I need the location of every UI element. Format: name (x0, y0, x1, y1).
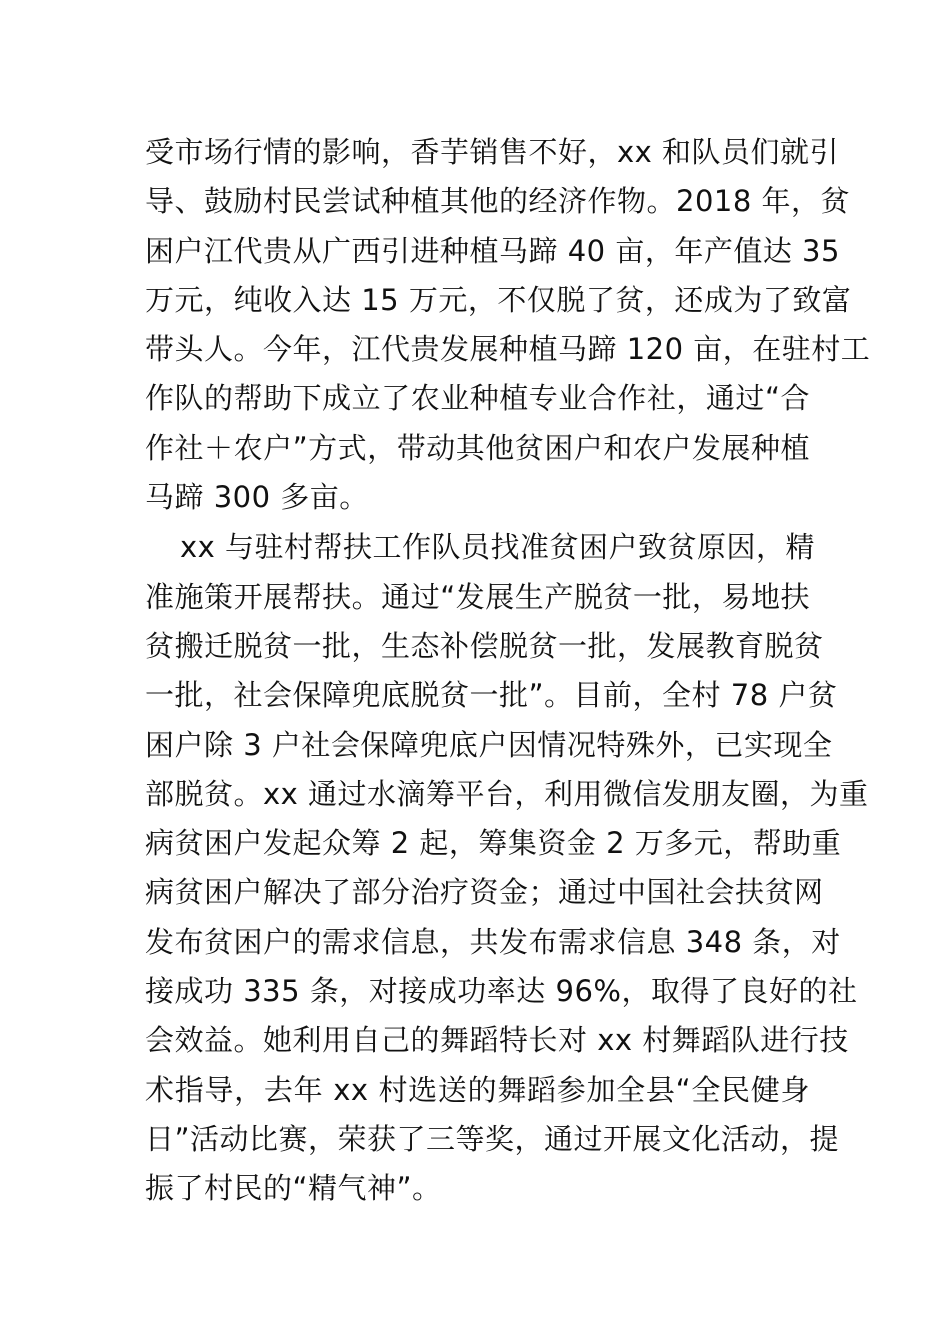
text-line: 困户江代贵从广西引进种植马蹄 40 亩，年产值达 35 (145, 233, 840, 268)
text-line: 马蹄 300 多亩。 (145, 480, 369, 515)
text-line: 发布贫困户的需求信息，共发布需求信息 348 条，对 (145, 924, 841, 959)
text-line: 作队的帮助下成立了农业种植专业合作社，通过“合 (145, 381, 810, 416)
text-line: 导、鼓励村民尝试种植其他的经济作物。2018 年，贫 (145, 184, 851, 219)
text-line: 作社＋农户”方式，带动其他贫困户和农户发展种植 (145, 430, 810, 465)
text-line: 振了村民的“精气神”。 (145, 1171, 442, 1206)
text-line: 准施策开展帮扶。通过“发展生产脱贫一批，易地扶 (145, 579, 810, 614)
text-line: 万元，纯收入达 15 万元，不仅脱了贫，还成为了致富 (145, 282, 852, 317)
text-line: 病贫困户发起众筹 2 起，筹集资金 2 万多元，帮助重 (145, 826, 842, 861)
text-line: 病贫困户解决了部分治疗资金；通过中国社会扶贫网 (145, 875, 824, 910)
text-line: 贫搬迁脱贫一批，生态补偿脱贫一批，发展教育脱贫 (145, 628, 824, 663)
text-line: 受市场行情的影响，香芋销售不好，xx 和队员们就引 (145, 135, 840, 169)
text-line: 日”活动比赛，荣获了三等奖，通过开展文化活动，提 (145, 1121, 840, 1156)
text-line: 会效益。她利用自己的舞蹈特长对 xx 村舞蹈队进行技 (145, 1023, 849, 1058)
paragraph-2 (145, 523, 869, 1213)
text-line: 接成功 335 条，对接成功率达 96%，取得了良好的社 (145, 974, 858, 1009)
text-line: xx 与驻村帮扶工作队员找准贫困户致贫原因，精 (180, 530, 816, 565)
paragraph-1 (145, 128, 871, 522)
document-body (145, 128, 871, 1214)
text-line: 带头人。今年，江代贵发展种植马蹄 120 亩，在驻村工 (145, 332, 871, 367)
text-line: 困户除 3 户社会保障兜底户因情况特殊外，已实现全 (145, 727, 833, 762)
text-line: 术指导，去年 xx 村选送的舞蹈参加全县“全民健身 (145, 1072, 810, 1107)
text-line: 一批，社会保障兜底脱贫一批”。目前，全村 78 户贫 (145, 678, 838, 713)
text-line: 部脱贫。xx 通过水滴筹平台，利用微信发朋友圈，为重 (145, 776, 869, 811)
